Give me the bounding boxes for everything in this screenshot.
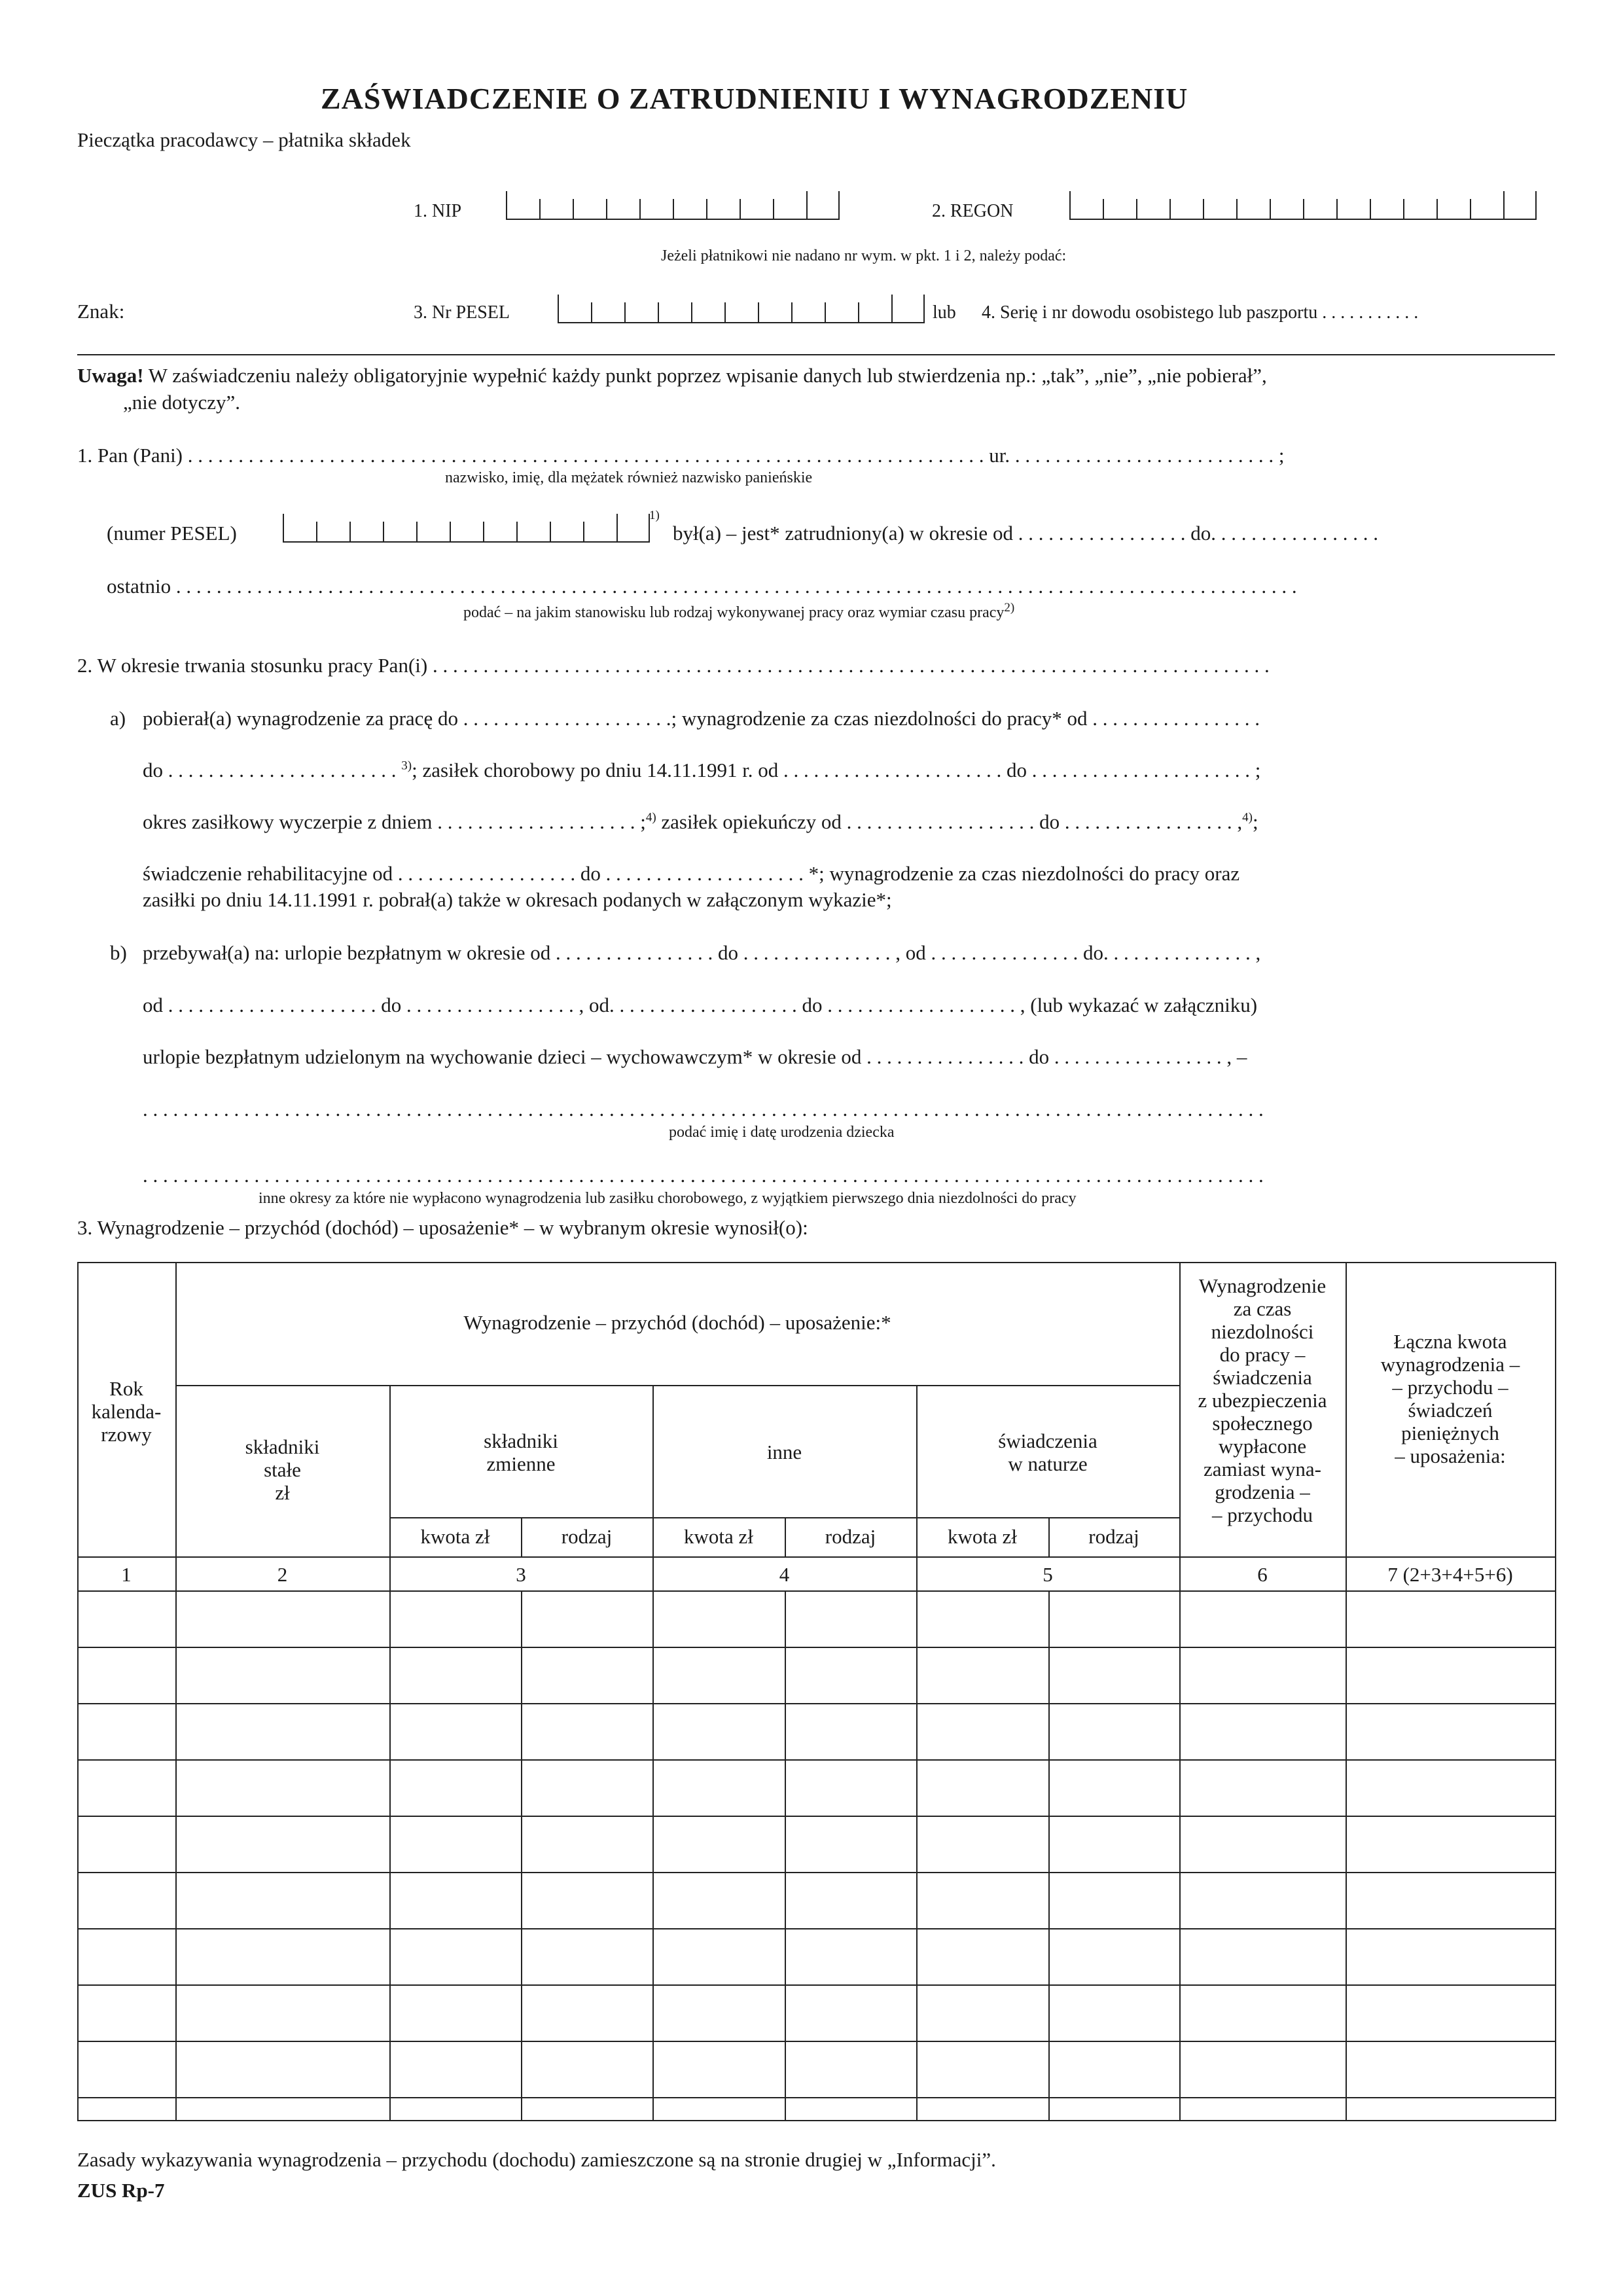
- col-other-header: [652, 1441, 916, 1463]
- col-year-header-line: Rok: [109, 1377, 143, 1400]
- digit-box[interactable]: [606, 199, 639, 220]
- notice-text: W zaświadczeniu należy obligatoryjnie wypełnić każdy punkt poprzez wpisanie danych lub stwierdzenia np.: „tak”, „nie”, „nie pobierał”,: [143, 364, 1267, 387]
- col-sick-header-line: z ubezpieczenia: [1198, 1389, 1327, 1412]
- table-rule: [77, 1556, 1555, 1558]
- table-rule: [77, 2120, 1556, 2121]
- digit-box[interactable]: [383, 522, 416, 543]
- digit-box[interactable]: [591, 302, 624, 323]
- digit-box[interactable]: [1136, 199, 1169, 220]
- divider: [77, 354, 1555, 355]
- digit-box[interactable]: [1303, 199, 1336, 220]
- position-field[interactable]: ostatnio . . . . . . . . . . . . . . . . . . . . . . . . . . . . . . . . . . . . . . . . . . . . . . . . . . . . . . . . . . . . . . . . . . . . . . . . . . . . . . . . . . . . . . . . . . . . . . . . . . . . . . . . . . . . . . .: [107, 575, 1297, 598]
- form-code: ZUS Rp-7: [77, 2179, 165, 2202]
- digit-box[interactable]: [1203, 199, 1236, 220]
- digit-box[interactable]: [1503, 191, 1537, 220]
- digit-box[interactable]: [1169, 199, 1203, 220]
- person-name-field[interactable]: 1. Pan (Pani) . . . . . . . . . . . . . . . . . . . . . . . . . . . . . . . . . . . . . . . . . . . . . . . . . . . . . . . . . . . . . . . . . . . . . . . . . . . . . . . ur. . . . . . . . . . . . . . . . . . . . . . . . . . . ;: [77, 444, 1285, 467]
- col-variable-header-line: zmienne: [486, 1452, 556, 1475]
- col-total-header: [1346, 1330, 1555, 1467]
- sub-amount-header-line: kwota zł: [948, 1525, 1017, 1548]
- digit-box[interactable]: [773, 199, 806, 220]
- col-total-header-line: świadczeń: [1408, 1399, 1493, 1422]
- salary-until-field[interactable]: pobierał(a) wynagrodzenie za pracę do . . . . . . . . . . . . . . . . . . . . .; wynagrodzenie za czas niezdolności do pracy* od . . . . . . . . . . . . . . . . .: [143, 707, 1260, 730]
- table-row: [77, 1872, 1555, 1873]
- sub-kind-header-line: rodzaj: [1088, 1525, 1139, 1548]
- position-caption: podać – na jakim stanowisku lub rodzaj wykonywanej pracy oraz wymiar czasu pracy$^{2)}$: [463, 601, 1015, 621]
- digit-box[interactable]: [1336, 199, 1370, 220]
- sub-amount-header: [652, 1525, 785, 1548]
- digit-box[interactable]: [706, 199, 740, 220]
- digit-box[interactable]: [658, 302, 691, 323]
- sub-amount-header: [916, 1525, 1048, 1548]
- col-sick-header-line: grodzenia –: [1215, 1480, 1310, 1503]
- digit-box[interactable]: [506, 191, 539, 220]
- footnote-3: 3): [401, 759, 412, 773]
- col-year-header-line: rzowy: [101, 1423, 152, 1446]
- col-sick-header-line: – przychodu: [1211, 1503, 1313, 1526]
- col-sick-header-line: Wynagrodzenie: [1198, 1274, 1327, 1297]
- stamp-label: Pieczątka pracodawcy – płatnika składek: [77, 128, 411, 151]
- digit-box[interactable]: [1236, 199, 1270, 220]
- digit-box[interactable]: [740, 199, 773, 220]
- znak-label: Znak:: [77, 300, 125, 323]
- rehab-benefit-field[interactable]: świadczenie rehabilitacyjne od . . . . . . . . . . . . . . . . . . do . . . . . . . . . . . . . . . . . . . . *; wynagrodzenie za czas niezdolności do pracy oraz: [143, 862, 1240, 885]
- notice-bold: Uwaga!: [77, 364, 144, 387]
- col-inkind-header-line: świadczenia: [998, 1429, 1097, 1452]
- sub-amount-header: [389, 1525, 521, 1548]
- marker-b: b): [110, 941, 127, 964]
- sub-amount-header-line: kwota zł: [684, 1525, 753, 1548]
- digit-box[interactable]: [673, 199, 706, 220]
- col-year-header: [77, 1377, 175, 1446]
- digit-box[interactable]: [791, 302, 825, 323]
- digit-box[interactable]: [1370, 199, 1403, 220]
- column-number: 7 (2+3+4+5+6): [1387, 1563, 1513, 1586]
- digit-box[interactable]: [1436, 199, 1470, 220]
- digit-box[interactable]: [558, 295, 591, 323]
- column-number: 3: [516, 1563, 526, 1586]
- child-info-caption: podać imię i datę urodzenia dziecka: [669, 1124, 895, 1141]
- digit-box[interactable]: [806, 191, 840, 220]
- col-sick-header-line: za czas: [1233, 1297, 1292, 1320]
- footnote-4b: 4): [1242, 810, 1253, 825]
- sub-kind-header-line: rodzaj: [825, 1525, 876, 1548]
- sub-amount-header-line: kwota zł: [420, 1525, 490, 1548]
- col-fixed-header-line: stałe: [264, 1458, 301, 1481]
- digit-box[interactable]: [550, 522, 583, 543]
- digit-box[interactable]: [516, 522, 550, 543]
- col-total-header-line: pieniężnych: [1401, 1422, 1499, 1444]
- column-number: 4: [779, 1563, 790, 1586]
- sub-kind-header: [521, 1525, 652, 1548]
- sub-kind-header-line: rodzaj: [561, 1525, 613, 1548]
- digit-box[interactable]: [1403, 199, 1436, 220]
- table-row: [77, 2041, 1555, 2042]
- notice-line-1: [77, 364, 1267, 387]
- header-note: Jeżeli płatnikowi nie nadano nr wym. w pkt. 1 i 2, należy podać:: [661, 247, 1067, 264]
- table-rule: [77, 1590, 1555, 1592]
- col-year-header-line: kalenda-: [91, 1400, 162, 1423]
- other-periods-caption: inne okresy za które nie wypłacono wynagrodzenia lub zasiłku chorobowego, z wyjątkiem pierwszego dnia niezdolności do pracy: [259, 1190, 1077, 1207]
- pesel-label: 3. Nr PESEL: [414, 302, 510, 323]
- page-title: ZAŚWIADCZENIE O ZATRUDNIENIU I WYNAGRODZENIU: [321, 82, 1188, 115]
- digit-box[interactable]: [624, 302, 658, 323]
- col-fixed-header-line: składniki: [245, 1435, 320, 1458]
- col-total-header-line: – przychodu –: [1392, 1376, 1508, 1399]
- digit-box[interactable]: [283, 514, 316, 543]
- digit-box[interactable]: [891, 295, 925, 323]
- regon-label: 2. REGON: [932, 201, 1014, 221]
- table-row: [77, 1703, 1555, 1704]
- nip-label: 1. NIP: [414, 201, 462, 221]
- table-rule: [916, 1385, 918, 2120]
- marker-a: a): [110, 707, 126, 730]
- pesel-input[interactable]: [558, 295, 925, 323]
- col-fixed-header-line: zł: [275, 1481, 290, 1504]
- col-sick-header-line: społecznego: [1212, 1412, 1313, 1435]
- digit-box[interactable]: [1470, 199, 1503, 220]
- table-row: [77, 2097, 1555, 2098]
- col-total-header-line: – uposażenia:: [1395, 1444, 1506, 1467]
- table-rule: [389, 1385, 391, 2120]
- child-info-field[interactable]: . . . . . . . . . . . . . . . . . . . . . . . . . . . . . . . . . . . . . . . . . . . . . . . . . . . . . . . . . . . . . . . . . . . . . . . . . . . . . . . . . . . . . . . . . . . . . . . . . . . . . . . . . . . . . . .: [143, 1098, 1264, 1121]
- col-sick-header: [1179, 1274, 1346, 1526]
- digit-box[interactable]: [1069, 191, 1103, 220]
- table-rule: [77, 1262, 1555, 1263]
- col-other-header-line: inne: [766, 1441, 802, 1463]
- section-2-intro[interactable]: 2. W okresie trwania stosunku pracy Pan(i) . . . . . . . . . . . . . . . . . . . . . . . . . . . . . . . . . . . . . . . . . . . . . . . . . . . . . . . . . . . . . . . . . . . . . . . . . . . . . . . . . . .: [77, 654, 1270, 677]
- col-total-header-line: Łączna kwota: [1393, 1330, 1507, 1353]
- col-sick-header-line: do pracy –: [1219, 1343, 1306, 1366]
- column-number: 1: [121, 1563, 132, 1586]
- other-periods-field[interactable]: . . . . . . . . . . . . . . . . . . . . . . . . . . . . . . . . . . . . . . . . . . . . . . . . . . . . . . . . . . . . . . . . . . . . . . . . . . . . . . . . . . . . . . . . . . . . . . . . . . . . . . . . . . . . . . .: [143, 1164, 1264, 1187]
- sub-kind-header: [785, 1525, 916, 1548]
- group-header: [175, 1311, 1179, 1334]
- table-rule: [175, 1262, 177, 2120]
- digit-box[interactable]: [539, 199, 573, 220]
- digit-box[interactable]: [825, 302, 858, 323]
- notice-line-2: „nie dotyczy”.: [123, 391, 241, 414]
- col-sick-header-line: świadczenia: [1213, 1366, 1312, 1389]
- digit-box[interactable]: [483, 522, 516, 543]
- table-rule: [652, 1385, 654, 2120]
- col-variable-header-line: składniki: [484, 1429, 558, 1452]
- digit-box[interactable]: [349, 522, 383, 543]
- person-pesel-input[interactable]: [283, 514, 650, 543]
- digit-box[interactable]: [758, 302, 791, 323]
- sub-kind-header: [1048, 1525, 1179, 1548]
- sick-benefit-field[interactable]: do . . . . . . . . . . . . . . . . . . . . . . . $^{3)}$; zasiłek chorobowy po dniu 14.11.1991 r. od . . . . . . . . . . . . . . . . . . . . . . do . . . . . . . . . . . . . . . . . . . . . . ;: [143, 759, 1261, 781]
- col-sick-header-line: zamiast wyna-: [1204, 1458, 1321, 1480]
- digit-box[interactable]: [691, 302, 724, 323]
- digit-box[interactable]: [858, 302, 891, 323]
- table-rule: [175, 1385, 1179, 1386]
- column-number: 5: [1043, 1563, 1053, 1586]
- unpaid-leave-field-2[interactable]: od . . . . . . . . . . . . . . . . . . . . . do . . . . . . . . . . . . . . . . . , od. . . . . . . . . . . . . . . . . . . do . . . . . . . . . . . . . . . . . . . , (lub wykazać w załączniku): [143, 994, 1258, 1016]
- footer-note: Zasady wykazywania wynagrodzenia – przychodu (dochodu) zamieszczone są na stronie drugiej w „Informacji”.: [77, 2148, 996, 2171]
- nip-input[interactable]: [506, 191, 840, 220]
- section-3-heading: 3. Wynagrodzenie – przychód (dochód) – uposażenie* – w wybranym okresie wynosił(o):: [77, 1216, 808, 1239]
- digit-box[interactable]: [616, 514, 650, 543]
- digit-box[interactable]: [316, 522, 349, 543]
- digit-box[interactable]: [1270, 199, 1303, 220]
- regon-input[interactable]: [1069, 191, 1537, 220]
- table-row: [77, 1928, 1555, 1929]
- digit-box[interactable]: [583, 522, 616, 543]
- id-document-field[interactable]: 4. Serię i nr dowodu osobistego lub paszportu . . . . . . . . . . .: [982, 302, 1419, 323]
- column-number: 6: [1257, 1563, 1268, 1586]
- footnote-4: 4): [645, 810, 656, 825]
- col-sick-header-line: niezdolności: [1211, 1320, 1314, 1343]
- group-header-line: Wynagrodzenie – przychód (dochód) – uposażenie:*: [463, 1311, 891, 1334]
- rehab-benefit-line-2: zasiłki po dniu 14.11.1991 r. pobrał(a) także w okresach podanych w załączonym wykazie*;: [143, 888, 892, 911]
- table-row: [77, 1984, 1555, 1986]
- person-name-caption: nazwisko, imię, dla mężatek również nazwisko panieńskie: [445, 469, 813, 486]
- col-variable-header: [389, 1429, 652, 1475]
- benefit-period-field[interactable]: okres zasiłkowy wyczerpie z dniem . . . . . . . . . . . . . . . . . . . . ;$^{4)}$ zasiłek opiekuńczy od . . . . . . . . . . . . . . . . . . . do . . . . . . . . . . . . . . . . . ,$^{4)}$;: [143, 810, 1258, 833]
- col-sick-header-line: wypłacone: [1218, 1435, 1307, 1458]
- table-rule: [1555, 1262, 1556, 2120]
- unpaid-leave-field[interactable]: przebywał(a) na: urlopie bezpłatnym w okresie od . . . . . . . . . . . . . . . . do . . . . . . . . . . . . . . . , od . . . . . . . . . . . . . . . do. . . . . . . . . . . . . . . ,: [143, 941, 1261, 964]
- table-row: [77, 1816, 1555, 1817]
- footnote-2: 2): [1004, 601, 1015, 615]
- digit-box[interactable]: [724, 302, 758, 323]
- digit-box[interactable]: [639, 199, 673, 220]
- table-row: [77, 1647, 1555, 1648]
- parental-leave-field[interactable]: urlopie bezpłatnym udzielonym na wychowanie dzieci – wychowawczym* w okresie od . . . . . . . . . . . . . . . . do . . . . . . . . . . . . . . . . . , –: [143, 1045, 1247, 1068]
- col-fixed-header: [175, 1435, 389, 1504]
- col-inkind-header: [916, 1429, 1179, 1475]
- column-number: 2: [277, 1563, 288, 1586]
- col-inkind-header-line: w naturze: [1008, 1452, 1088, 1475]
- table-row: [77, 1759, 1555, 1761]
- digit-box[interactable]: [1103, 199, 1136, 220]
- digit-box[interactable]: [416, 522, 450, 543]
- footnote-1: 1): [649, 509, 660, 522]
- employment-period-field[interactable]: był(a) – jest* zatrudniony(a) w okresie od . . . . . . . . . . . . . . . . . do. . . . . . . . . . . . . . . . .: [673, 522, 1378, 545]
- col-total-header-line: wynagrodzenia –: [1380, 1353, 1520, 1376]
- digit-box[interactable]: [450, 522, 483, 543]
- or-text: lub: [933, 302, 956, 323]
- digit-box[interactable]: [573, 199, 606, 220]
- person-pesel-label: (numer PESEL): [107, 522, 237, 545]
